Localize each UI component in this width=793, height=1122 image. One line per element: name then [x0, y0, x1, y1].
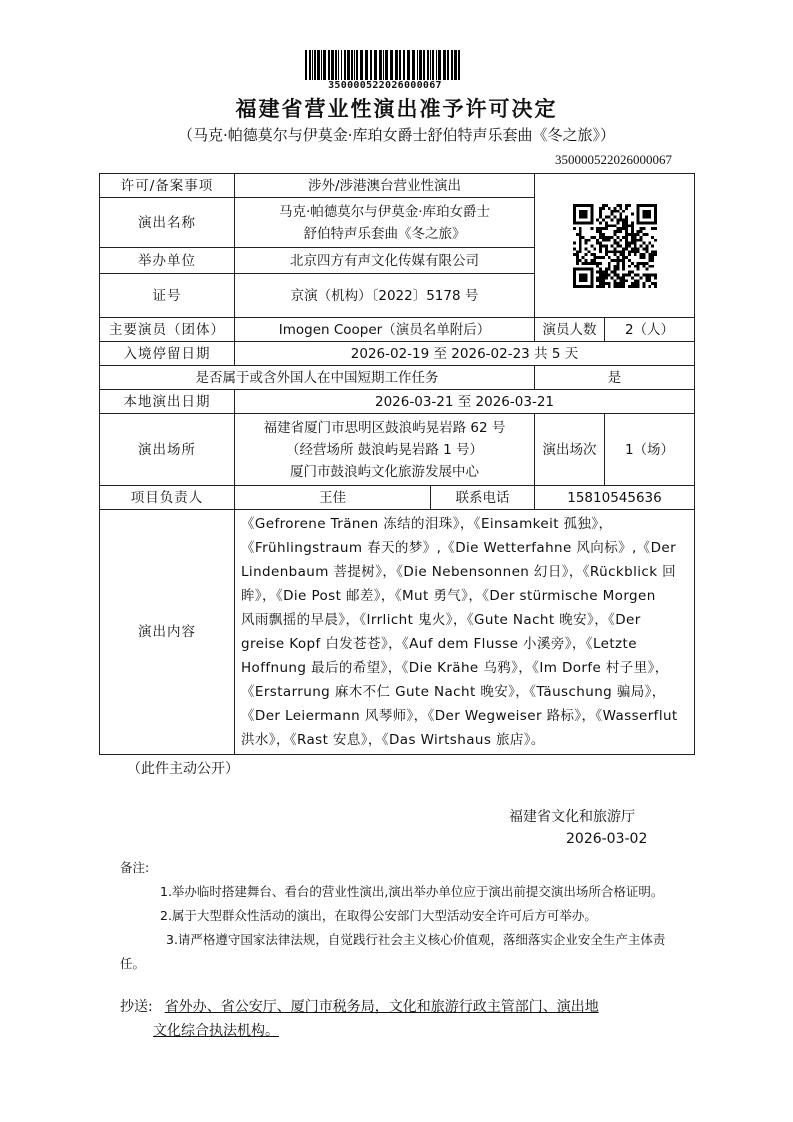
qr-cell: [535, 174, 695, 318]
issuer: 福建省文化和旅游厅: [509, 809, 635, 825]
qr-code: [573, 204, 657, 288]
show-name-line: 舒伯特声乐套曲《冬之旅》: [303, 225, 466, 242]
note-item: 1.举办临时搭建舞台、看台的营业性演出,演出举办单位应于演出前提交演出场所合格证明。: [160, 884, 664, 899]
document-title: 福建省营业性演出准予许可决定: [235, 96, 558, 121]
barcode: [305, 50, 463, 80]
permit-item-value: 涉外/涉港澳台营业性演出: [235, 174, 535, 198]
manager-label: 项目负责人: [100, 486, 235, 510]
manager-value: 王佳: [235, 486, 431, 510]
content-line: 洪水》，《Rast 安息》，《Das Wirtshaus 旅店》。: [241, 732, 545, 748]
performance-content: [235, 510, 695, 755]
cc-list: [120, 995, 680, 1043]
entry-date-value: 2026-02-19 至 2026-02-23 共 5 天: [235, 342, 695, 366]
public-note: （此件主动公开）: [127, 761, 239, 777]
content-line: 《Der Leiermann 风琴师》，《Der Wegweiser 路标》，《Wasserflut: [241, 708, 678, 724]
content-line: 《Erstarrung 麻木不仁 Gute Nacht 晚安》，《Täuschung 骗局》，: [241, 684, 666, 700]
content-line: 风雨飘摇的早晨》，《Irrlicht 鬼火》，《Gute Nacht 晚安》，《Der: [241, 612, 641, 628]
content-line: greise Kopf 白发苍苍》，《Auf dem Flusse 小溪旁》，《Letzte: [241, 636, 637, 652]
license-label: 证号: [100, 274, 235, 318]
sessions-value: 1（场）: [605, 414, 695, 486]
content-line: Hoffnung 最后的希望》，《Die Krähe 乌鸦》，《Im Dorfe 村子里》，: [241, 660, 669, 676]
cc-recipients-cont: 文化综合执法机构。: [153, 1023, 279, 1039]
venue-label: 演出场所: [100, 414, 235, 486]
note-item: 2.属于大型群众性活动的演出，在取得公安部门大型活动安全许可后方可举办。: [160, 908, 597, 923]
note-item: 3.请严格遵守国家法律法规，自觉践行社会主义核心价值观，落细落实企业安全生产主体责任。: [120, 932, 666, 971]
foreign-work-value: 是: [535, 366, 695, 390]
document-number: 350000522026000067: [555, 152, 672, 167]
content-line: 眸》，《Die Post 邮差》，《Mut 勇气》，《Der stürmische Morgen: [241, 588, 656, 604]
organizer-value: 北京四方有声文化传媒有限公司: [235, 248, 535, 274]
venue-value: [235, 414, 535, 486]
performers-value: Imogen Cooper（演员名单附后）: [235, 318, 535, 342]
notes: [120, 856, 690, 976]
phone-label: 联系电话: [431, 486, 535, 510]
venue-line: （经营场所 鼓浪屿晃岩路 1 号）: [286, 441, 483, 458]
content-line: 《Gefrorene Tränen 冻结的泪珠》，《Einsamkeit 孤独》，: [241, 516, 613, 532]
issue-date: 2026-03-02: [566, 831, 648, 847]
cc-label: 抄送:: [120, 999, 153, 1015]
show-name-value: [235, 198, 535, 248]
phone-value: 15810545636: [535, 486, 695, 510]
barcode-number: 350000522026000067: [328, 80, 442, 91]
local-date-value: 2026-03-21 至 2026-03-21: [235, 390, 695, 414]
performer-count-label: 演员人数: [535, 318, 605, 342]
performer-count-value: 2（人）: [605, 318, 695, 342]
content-label: 演出内容: [100, 510, 235, 755]
notes-title: 备注:: [120, 860, 150, 875]
local-date-label: 本地演出日期: [100, 390, 235, 414]
content-line: Lindenbaum 菩提树》，《Die Nebensonnen 幻日》，《Rückblick 回: [241, 564, 677, 580]
show-name-label: 演出名称: [100, 198, 235, 248]
permit-item-label: 许可/备案事项: [100, 174, 235, 198]
cc-recipients: 省外办、省公安厅、厦门市税务局，文化和旅游行政主管部门、演出地: [164, 999, 599, 1015]
entry-date-label: 入境停留日期: [100, 342, 235, 366]
organizer-label: 举办单位: [100, 248, 235, 274]
foreign-work-label: 是否属于或含外国人在中国短期工作任务: [100, 366, 535, 390]
venue-line: 厦门市鼓浪屿文化旅游发展中心: [290, 463, 479, 480]
sessions-label: 演出场次: [535, 414, 605, 486]
license-value: 京演（机构）〔2022〕5178 号: [235, 274, 535, 318]
venue-line: 福建省厦门市思明区鼓浪屿晃岩路 62 号: [263, 419, 506, 436]
performers-label: 主要演员（团体）: [100, 318, 235, 342]
content-line: 《Frühlingstraum 春天的梦》,《Die Wetterfahne 风向标》,《Der: [241, 540, 677, 556]
show-name-line: 马克·帕德莫尔与伊莫金·库珀女爵士: [278, 203, 491, 220]
document-subtitle: （马克·帕德莫尔与伊莫金·库珀女爵士舒伯特声乐套曲《冬之旅》）: [177, 126, 616, 144]
permit-table: [99, 173, 695, 755]
